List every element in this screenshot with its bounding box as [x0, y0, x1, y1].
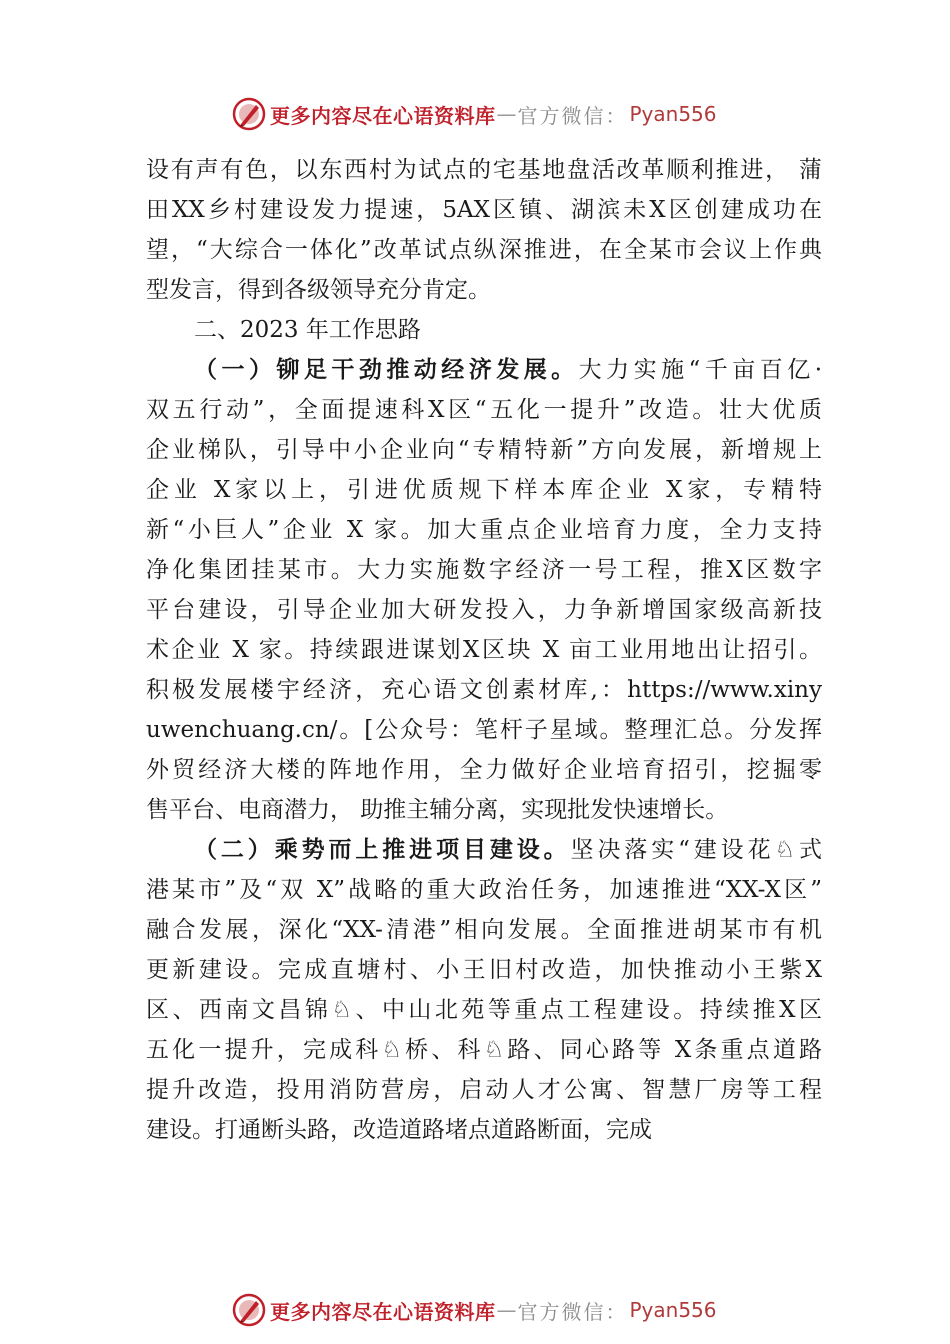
pen-seal-logo-icon	[232, 1293, 266, 1327]
text-line: 五化一提升，完成科♘桥、科♘路、同心路等 X条重点道路	[146, 1037, 822, 1063]
text-line: 企业 X家以上，引进优质规下样本库企业 X家，专精特	[146, 477, 822, 503]
header-watermark	[232, 94, 752, 134]
text-line: 设有声有色，以东西村为试点的宅基地盘活改革顺利推进， 蒲	[146, 157, 822, 183]
subsection-2-title: （二）乘势而上推进项目建设。	[194, 836, 571, 863]
watermark-separator: —	[496, 102, 517, 126]
watermark-id: Pyan556	[629, 1298, 717, 1322]
subsection-2-first-line	[146, 830, 822, 870]
watermark-brand: 更多内容尽在心语资料库	[270, 103, 496, 128]
watermark-separator: —	[496, 1298, 517, 1322]
subsection-1-first-line	[146, 350, 822, 390]
text-line: 企业梯队，引导中小企业向“专精特新”方向发展，新增规上	[146, 437, 822, 463]
text-line: 外贸经济大楼的阵地作用，全力做好企业培育招引，挖掘零	[146, 757, 822, 783]
watermark-id: Pyan556	[629, 102, 717, 126]
text-line: 平台建设，引导企业加大研发投入，力争新增国家级高新技	[146, 597, 822, 623]
section-heading: 二、2023 年工作思路	[194, 317, 421, 343]
text-line: 双五行动”，全面提速科X区“五化一提升”改造。壮大优质	[146, 397, 822, 423]
text-line: 区、西南文昌锦♘、中山北苑等重点工程建设。持续推X区	[146, 997, 822, 1023]
text-line: 田XX乡村建设发力提速，5AX区镇、湖滨未X区创建成功在	[146, 197, 822, 223]
text-line: uwenchuang.cn/。[公众号：笔杆子星域。整理汇总。分发挥	[146, 717, 822, 743]
text-line: 建设。打通断头路，改造道路堵点道路断面，完成	[146, 1117, 652, 1143]
text-line: 望，“大综合一体化”改革试点纵深推进，在全某市会议上作典	[146, 237, 822, 263]
document-body	[146, 150, 822, 1150]
text-line: 术企业 X 家。持续跟进谋划X区块 X 亩工业用地出让招引。	[146, 637, 822, 663]
subsection-1-first-line-text: 大力实施“千亩百亿·	[578, 357, 822, 383]
watermark-brand: 更多内容尽在心语资料库	[270, 1299, 496, 1324]
text-line: 型发言，得到各级领导充分肯定。	[146, 277, 491, 303]
pen-seal-logo-icon	[232, 97, 266, 131]
watermark-channel: 官方微信：	[517, 1299, 628, 1324]
text-line: 融合发展，深化“XX-清港”相向发展。全面推进胡某市有机	[146, 917, 822, 943]
footer-watermark	[232, 1290, 752, 1330]
text-line: 积极发展楼宇经济，充心语文创素材库,：https://www.xiny	[146, 677, 822, 703]
text-line: 更新建设。完成直塘村、小王旧村改造，加快推动小王紫X	[146, 957, 822, 983]
watermark-channel: 官方微信：	[517, 103, 628, 128]
text-line: 提升改造，投用消防营房，启动人才公寓、智慧厂房等工程	[146, 1077, 822, 1103]
subsection-2-first-line-text: 坚决落实“建设花♘式	[570, 837, 822, 863]
text-line: 净化集团挂某市。大力实施数字经济一号工程，推X区数字	[146, 557, 822, 583]
subsection-1-title: （一）铆足干劲推动经济发展。	[194, 356, 579, 383]
text-line: 售平台、电商潜力， 助推主辅分离，实现批发快速增长。	[146, 797, 729, 823]
text-line: 港某市”及“双 X”战略的重大政治任务，加速推进“XX-X区”	[146, 877, 822, 903]
text-line: 新“小巨人”企业 X 家。加大重点企业培育力度，全力支持	[146, 517, 822, 543]
